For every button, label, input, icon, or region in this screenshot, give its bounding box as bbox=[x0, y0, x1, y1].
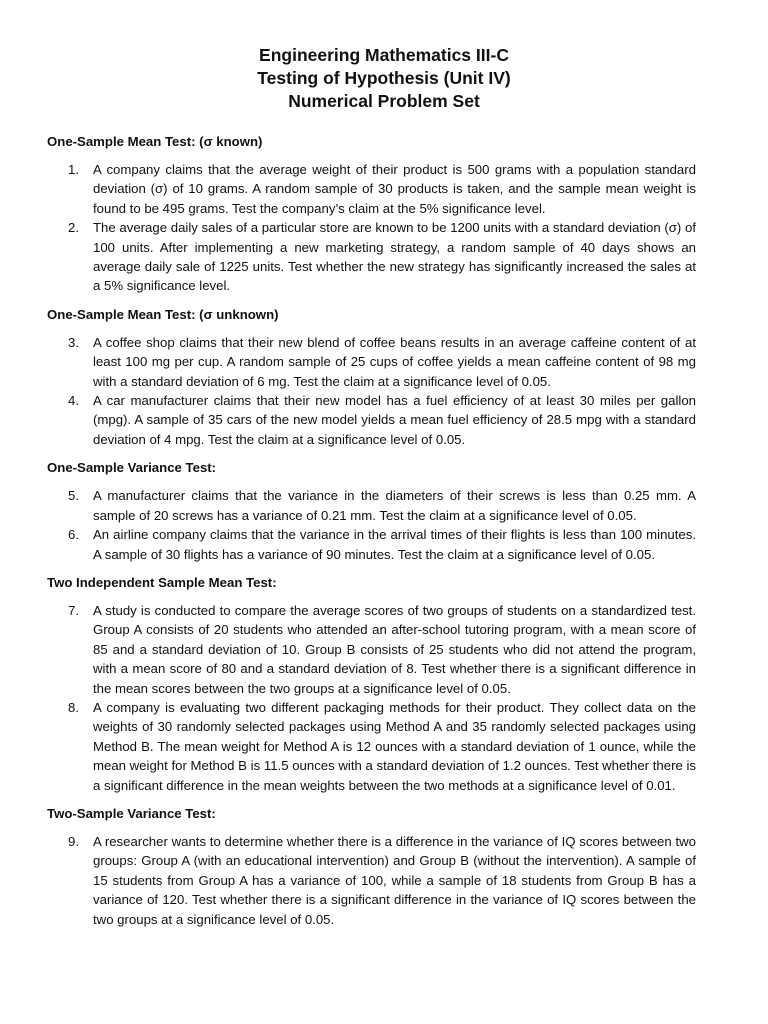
problem-number: 7. bbox=[68, 602, 79, 618]
problem-number: 8. bbox=[68, 699, 79, 715]
problem-text: A company is evaluating two different packaging methods for their product. They collect data on the weights of 30 randomly selected packages using Method A and 35 randomly selected packages using Method B. The mean weight for Method A is 12 ounces with a standard deviation of 1 ounce, while the mean weight for Method B is 11.5 ounces with a standard deviation of 1.2 ounces. Test whether there is a significant difference in the mean weights between the two methods at a significance level of 0.01. bbox=[93, 699, 696, 793]
section-one-sample-mean-sigma-unknown bbox=[47, 305, 696, 449]
problem-number: 9. bbox=[68, 833, 79, 849]
problem-number: 4. bbox=[68, 393, 79, 409]
problem-text: An airline company claims that the variance in the arrival times of their flights is less than 100 minutes. A sample of 30 flights has a variance of 90 minutes. Test the claim at a significance level of 0.05. bbox=[93, 527, 696, 562]
problem-list bbox=[47, 832, 696, 929]
section-two-independent-sample-mean bbox=[47, 573, 696, 795]
problem-item bbox=[47, 601, 696, 698]
section-two-sample-variance bbox=[47, 804, 696, 929]
section-heading: One-Sample Mean Test: (σ known) bbox=[47, 134, 263, 149]
problem-item bbox=[47, 832, 696, 929]
problem-item bbox=[47, 218, 696, 296]
problem-text: A manufacturer claims that the variance in the diameters of their screws is less than 0.25 mm. A sample of 20 screws has a variance of 0.21 mm. Test the claim at a significance level of 0.05. bbox=[93, 488, 696, 523]
problem-item bbox=[47, 160, 696, 218]
problem-item bbox=[47, 525, 696, 564]
problem-number: 3. bbox=[68, 334, 79, 350]
problem-number: 2. bbox=[68, 220, 79, 236]
section-heading: One-Sample Variance Test: bbox=[47, 460, 217, 476]
title-line-set: Numerical Problem Set bbox=[288, 91, 480, 111]
problem-list bbox=[47, 160, 696, 296]
section-one-sample-variance bbox=[47, 458, 696, 564]
section-heading: Two-Sample Variance Test: bbox=[47, 805, 216, 821]
problem-list bbox=[47, 601, 696, 795]
title-line-course: Engineering Mathematics III-C bbox=[259, 45, 509, 65]
section-one-sample-mean-sigma-known bbox=[47, 132, 696, 296]
section-heading: One-Sample Mean Test: (σ unknown) bbox=[47, 306, 279, 322]
section-heading: Two Independent Sample Mean Test: bbox=[47, 574, 277, 590]
problem-list bbox=[47, 486, 696, 564]
problem-text: A company claims that the average weight of their product is 500 grams with a population standard deviation (σ) of 10 grams. A random sample of 30 products is taken, and the sample mean weight is found to be 495 grams. Test the company’s claim at the 5% significance level. bbox=[93, 162, 696, 216]
problem-text: A researcher wants to determine whether there is a difference in the variance of IQ scores between two groups: Group A (with an educational intervention) and Group B (without the intervention). A sample of 15 students from Group A has a variance of 100, while a sample of 18 students from Group B has a variance of 120. Test whether there is a significant difference in the variance of IQ scores between the two groups at a significance level of 0.05. bbox=[93, 833, 696, 927]
title-line-unit: Testing of Hypothesis (Unit IV) bbox=[257, 68, 511, 88]
problem-number: 6. bbox=[68, 527, 79, 543]
problem-list bbox=[47, 333, 696, 449]
problem-number: 5. bbox=[68, 488, 79, 504]
problem-item bbox=[47, 486, 696, 525]
problem-item bbox=[47, 391, 696, 449]
document-title bbox=[47, 44, 721, 113]
problem-number: 1. bbox=[68, 162, 79, 177]
problem-text: A coffee shop claims that their new blend of coffee beans results in an average caffeine content of at least 100 mg per cup. A random sample of 25 cups of coffee yields a mean caffeine content of 98 mg with a standard deviation of 6 mg. Test the claim at a significance level of 0.05. bbox=[93, 334, 696, 389]
problem-item bbox=[47, 698, 696, 795]
problem-text: The average daily sales of a particular store are known to be 1200 units with a standard deviation (σ) of 100 units. After implementing a new marketing strategy, a random sample of 40 days shows an average daily sale of 1225 units. Test whether the new strategy has significantly increased the sales at a 5% significance level. bbox=[93, 220, 696, 294]
problem-text: A study is conducted to compare the average scores of two groups of students on a standardized test. Group A consists of 20 students who attended an after-school tutoring program, with a mean score of 85 and a standard deviation of 10. Group B consists of 25 students who did not attend the program, with a mean score of 80 and a standard deviation of 8. Test whether there is a significant difference in the mean scores between the two groups at a significance level of 0.05. bbox=[93, 602, 696, 696]
problem-text: A car manufacturer claims that their new model has a fuel efficiency of at least 30 miles per gallon (mpg). A sample of 35 cars of the new model yields a mean fuel efficiency of 28.5 mpg with a standard deviation of 4 mpg. Test the claim at a significance level of 0.05. bbox=[93, 393, 696, 447]
problem-item bbox=[47, 333, 696, 391]
